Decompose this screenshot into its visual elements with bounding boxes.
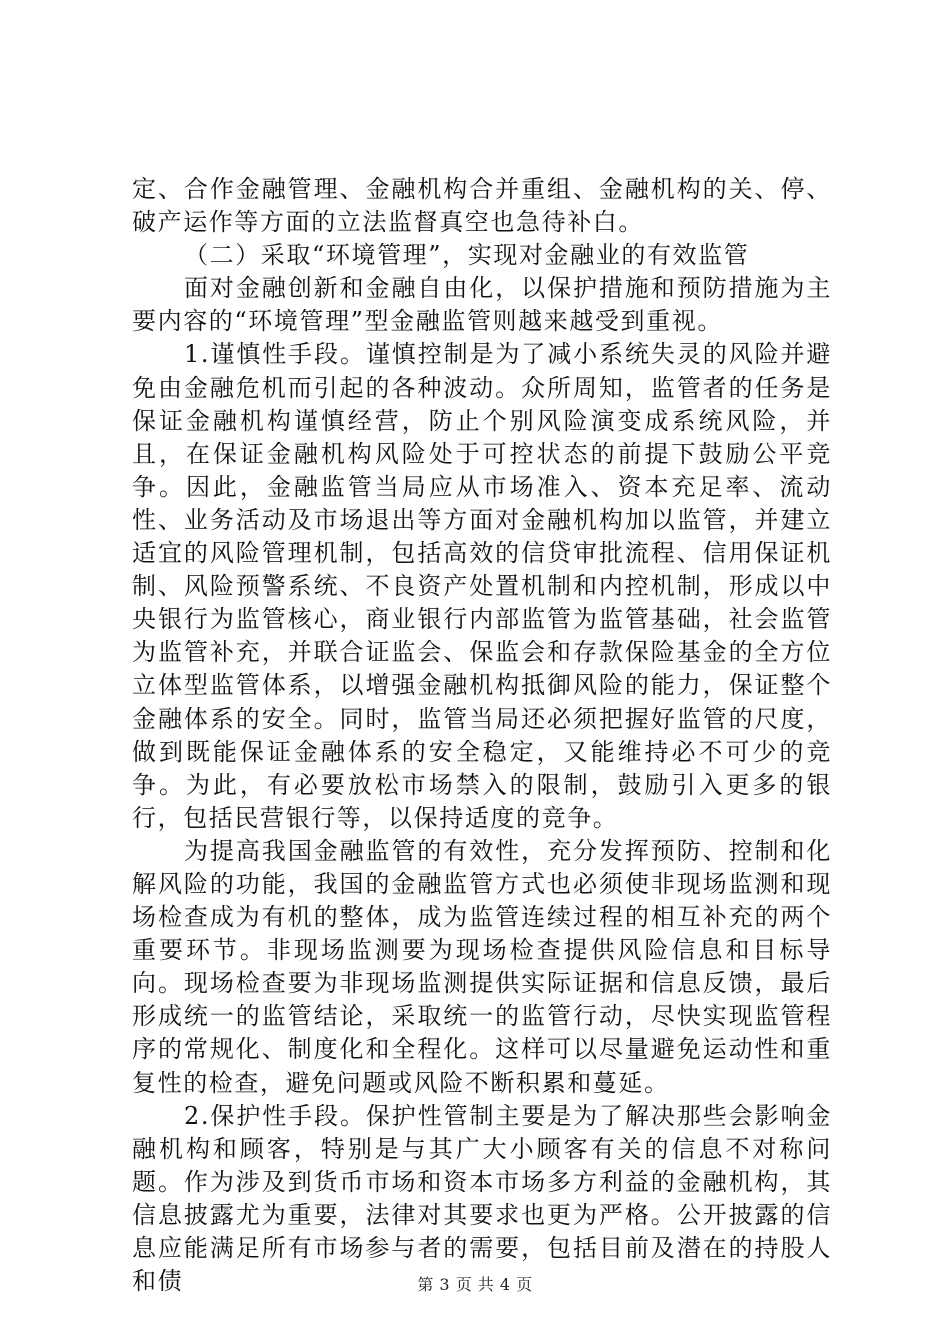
section-heading: （二）采取“环境管理”，实现对金融业的有效监管 (184, 241, 750, 270)
paragraph-continuation: 定、合作金融管理、金融机构合并重组、金融机构的关、停、破产运作等方面的立法监督真空也急待补白。 (132, 175, 832, 237)
paragraph-intro: 面对金融创新和金融自由化，以保护措施和预防措施为主要内容的“环境管理”型金融监管则越来越受到重视。 (132, 274, 832, 336)
document-body (132, 173, 832, 1298)
page-footer: 第 3 页 共 4 页 (417, 1275, 533, 1294)
paragraph-protective-means: 2.保护性手段。保护性管制主要是为了解决那些会影响金融机构和顾客，特别是与其广大小顾客有关的信息不对称问题。作为涉及到货币市场和资本市场多方利益的金融机构，其信息披露尤为重要，法律对其要求也更为严格。公开披露的信息应能满足所有市场参与者的需要，包括目前及潜在的持股人和债 (132, 1101, 832, 1296)
paragraph-effectiveness: 为提高我国金融监管的有效性，充分发挥预防、控制和化解风险的功能，我国的金融监管方式也必须使非现场监测和现场检查成为有机的整体，成为监管连续过程的相互补充的两个重要环节。非现场监测要为现场检查提供风险信息和目标导向。现场检查要为非现场监测提供实际证据和信息反馈，最后形成统一的监管结论，采取统一的监管行动，尽快实现监管程序的常规化、制度化和全程化。这样可以尽量避免运动性和重复性的检查，避免问题或风险不断积累和蔓延。 (132, 836, 832, 1097)
paragraph-prudential-means: 1.谨慎性手段。谨慎控制是为了减小系统失灵的风险并避免由金融危机而引起的各种波动。众所周知，监管者的任务是保证金融机构谨慎经营，防止个别风险演变成系统风险，并且，在保证金融机构风险处于可控状态的前提下鼓励公平竞争。因此，金融监管当局应从市场准入、资本充足率、流动性、业务活动及市场退出等方面对金融机构加以监管，并建立适宜的风险管理机制，包括高效的信贷审批流程、信用保证机制、风险预警系统、不良资产处置机制和内控机制，形成以中央银行为监管核心，商业银行内部监管为监管基础，社会监管为监管补充，并联合证监会、保监会和存款保险基金的全方位立体型监管体系，以增强金融机构抵御风险的能力，保证整个金融体系的安全。同时，监管当局还必须把握好监管的尺度，做到既能保证金融体系的安全稳定，又能维持必不可少的竞争。为此，有必要放松市场禁入的限制，鼓励引入更多的银行，包括民营银行等，以保持适度的竞争。 (132, 340, 832, 832)
